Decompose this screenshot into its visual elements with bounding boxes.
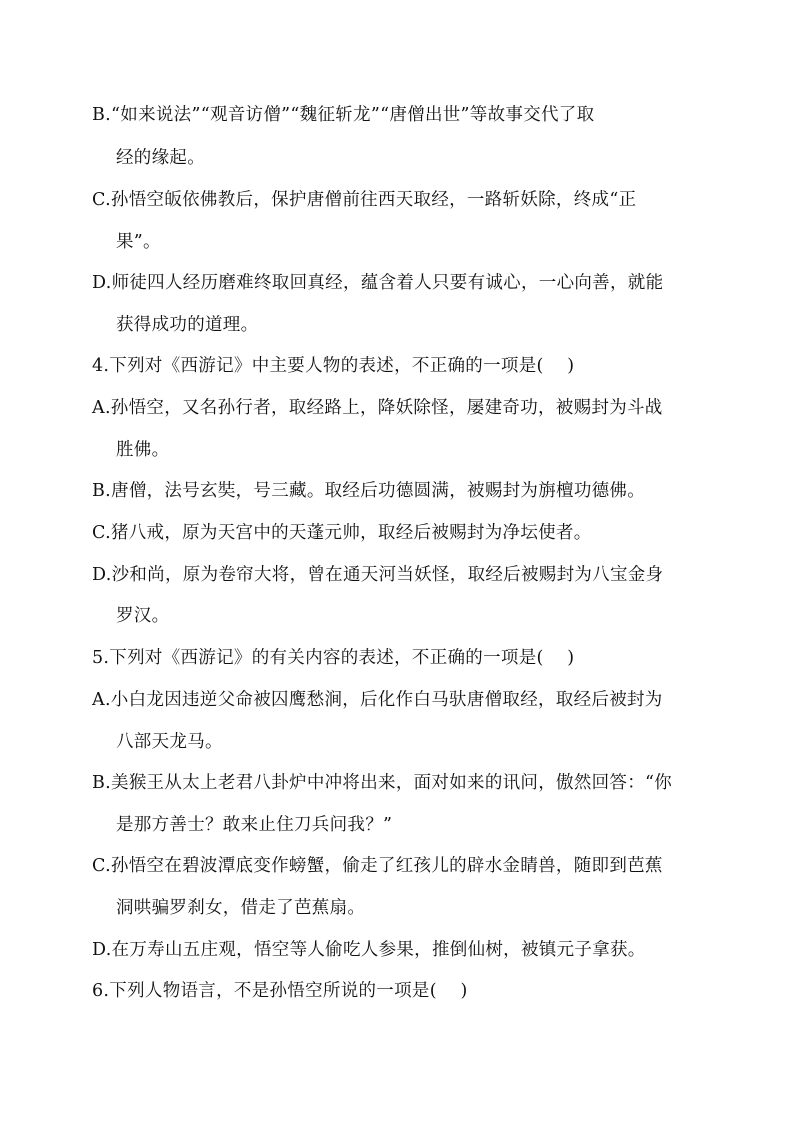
option-d-line-2: 获得成功的道理。 xyxy=(116,315,259,335)
q4-option-a-line-1: A.孙悟空，又名孙行者，取经路上，降妖除怪，屡建奇功，被赐封为斗战 xyxy=(92,398,663,418)
q5-option-c-line-1: C.孙悟空在碧波潭底变作螃蟹，偷走了红孩儿的辟水金睛兽，随即到芭蕉 xyxy=(92,856,663,876)
option-c-line-1: C.孙悟空皈依佛教后，保护唐僧前往西天取经，一路斩妖除，终成“正 xyxy=(92,190,637,210)
q4-option-d-line-2: 罗汉。 xyxy=(116,606,170,626)
q5-option-a-line-2: 八部天龙马。 xyxy=(116,732,223,752)
q4-option-c: C.猪八戒，原为天宫中的天蓬元帅，取经后被赐封为净坛使者。 xyxy=(92,523,592,543)
q5-option-b-line-1: B.美猴王从太上老君八卦炉中冲将出来，面对如来的讯问，傲然回答：“你 xyxy=(92,773,673,793)
q4-option-b: B.唐僧，法号玄奘，号三藏。取经后功德圆满，被赐封为旃檀功德佛。 xyxy=(92,481,646,501)
q4-option-d-line-1: D.沙和尚，原为卷帘大将，曾在通天河当妖怪，取经后被赐封为八宝金身 xyxy=(92,565,664,585)
option-b-line-1: B.“如来说法”“观音访僧”“魏征斩龙”“唐僧出世”等故事交代了取 xyxy=(92,105,595,125)
q5-option-a-line-1: A.小白龙因违逆父命被囚鹰愁涧，后化作白马驮唐僧取经，取经后被封为 xyxy=(92,690,663,710)
q5-option-d: D.在万寿山五庄观，悟空等人偷吃人参果，推倒仙树，被镇元子拿获。 xyxy=(92,940,646,960)
q5-option-b-line-2: 是那方善士？敢来止住刀兵问我？” xyxy=(116,815,393,835)
question-5: 5.下列对《西游记》的有关内容的表述，不正确的一项是( ) xyxy=(92,648,575,668)
option-d-line-1: D.师徒四人经历磨难终取回真经，蕴含着人只要有诚心，一心向善，就能 xyxy=(92,273,664,293)
question-4: 4.下列对《西游记》中主要人物的表述，不正确的一项是( ) xyxy=(92,356,575,376)
q5-option-c-line-2: 洞哄骗罗刹女，借走了芭蕉扇。 xyxy=(116,898,366,918)
question-6: 6.下列人物语言，不是孙悟空所说的一项是( ) xyxy=(92,981,468,1001)
q4-option-a-line-2: 胜佛。 xyxy=(116,440,170,460)
option-b-line-2: 经的缘起。 xyxy=(116,148,205,168)
option-c-line-2: 果”。 xyxy=(116,232,161,252)
